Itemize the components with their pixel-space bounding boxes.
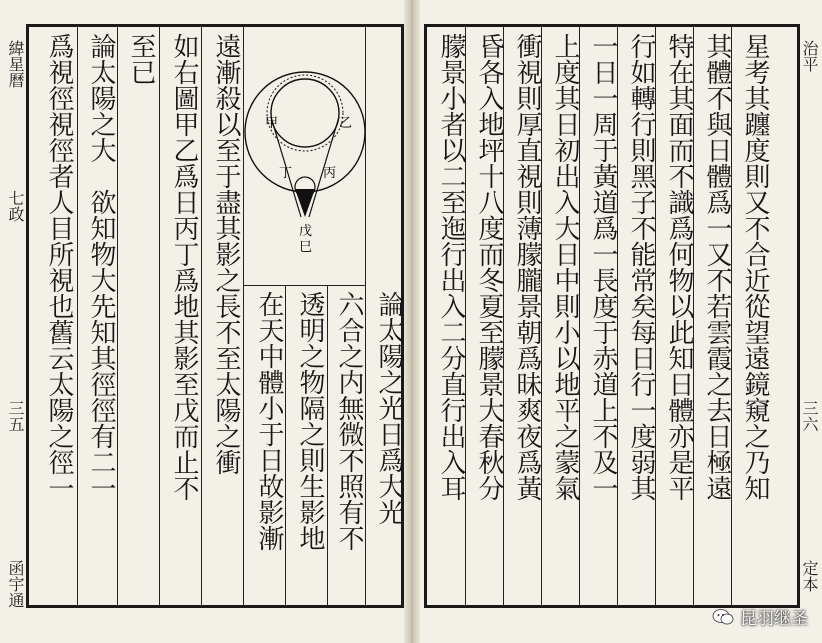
column-rule	[285, 285, 286, 605]
earth-shadow-cone	[295, 189, 315, 217]
text-column: 透明之物隔之則生影地	[295, 291, 325, 551]
orbit-circle	[245, 72, 365, 192]
text-column: 特在其面而不識爲何物以此知日體亦是平	[664, 33, 694, 501]
watermark	[712, 604, 808, 629]
text-column: 衝視則厚直視則薄朦朧景朝爲昧爽夜爲黃	[512, 33, 542, 501]
label-bing: 丙	[323, 166, 337, 181]
label-ding: 丁	[279, 166, 293, 181]
text-column: 論太陽之光日爲大光	[374, 291, 404, 525]
right-margin-title-text: 治平	[800, 40, 819, 72]
left-margin-page-text: 三五	[6, 400, 25, 432]
left-text-frame	[26, 24, 404, 608]
left-margin-page	[2, 400, 28, 432]
right-margin-footer	[796, 560, 822, 592]
right-margin-footer-text: 定本	[800, 560, 819, 592]
label-si: 巳	[299, 240, 313, 255]
text-column: 星考其躔度則又不合近從望遠鏡窺之乃知	[740, 33, 770, 501]
right-margin-section-text: 三六	[800, 400, 819, 432]
diagram-box-rule	[243, 285, 365, 286]
text-column: 昏各入地坪十八度而冬夏至朦景大春秋分	[474, 33, 504, 501]
book-gutter	[404, 0, 420, 643]
right-text-frame	[424, 24, 800, 608]
text-column: 一日一周于黃道爲一長度于赤道上不及一	[588, 33, 618, 501]
left-margin-footer	[2, 560, 28, 608]
text-column: 在天中體小于日故影漸	[254, 291, 284, 551]
watermark-text: 昆羽继圣	[740, 609, 808, 629]
text-column: 上度其日初出入大日中則小以地平之蒙氣	[550, 33, 580, 501]
text-column: 論太陽之大 欲知物大先知其徑徑有二一	[86, 33, 116, 501]
right-margin-section	[796, 400, 822, 432]
label-wu: 戊	[299, 224, 313, 239]
left-margin-title-text: 緯星曆	[6, 40, 25, 88]
left-margin-title	[2, 40, 28, 88]
text-column: 如右圖甲乙爲日丙丁爲地其影至戊而止不	[169, 33, 199, 501]
right-margin-title	[796, 40, 822, 72]
text-column: 六合之内無微不照有不	[334, 291, 364, 551]
text-column: 朦景小者以二至迤行出入二分直行出入耳	[436, 33, 466, 501]
left-margin-footer-text: 函宇通	[6, 560, 25, 608]
label-yi: 乙	[339, 116, 353, 131]
left-margin-section	[2, 190, 28, 222]
text-column: 至已	[126, 33, 156, 85]
text-column: 其體不與日體爲一又不若雲霞之去日極遠	[702, 33, 732, 501]
left-margin-section-text: 七政	[6, 190, 25, 222]
column-rule	[117, 27, 118, 605]
sun-earth-shadow-diagram	[243, 27, 365, 285]
column-rule	[201, 27, 202, 605]
column-rule	[159, 27, 160, 605]
text-column: 行如轉行則黑子不能常矣每日行一度弱其	[626, 33, 656, 501]
text-column: 遠漸殺以至于盡其影之長不至太陽之衝	[211, 33, 241, 475]
label-jia: 甲	[265, 116, 279, 131]
text-column: 爲視徑視徑者人目所視也舊云太陽之徑一	[44, 33, 74, 501]
column-rule	[77, 27, 78, 605]
column-rule	[365, 27, 366, 605]
sun-circle	[271, 79, 339, 147]
wechat-icon	[712, 608, 734, 626]
